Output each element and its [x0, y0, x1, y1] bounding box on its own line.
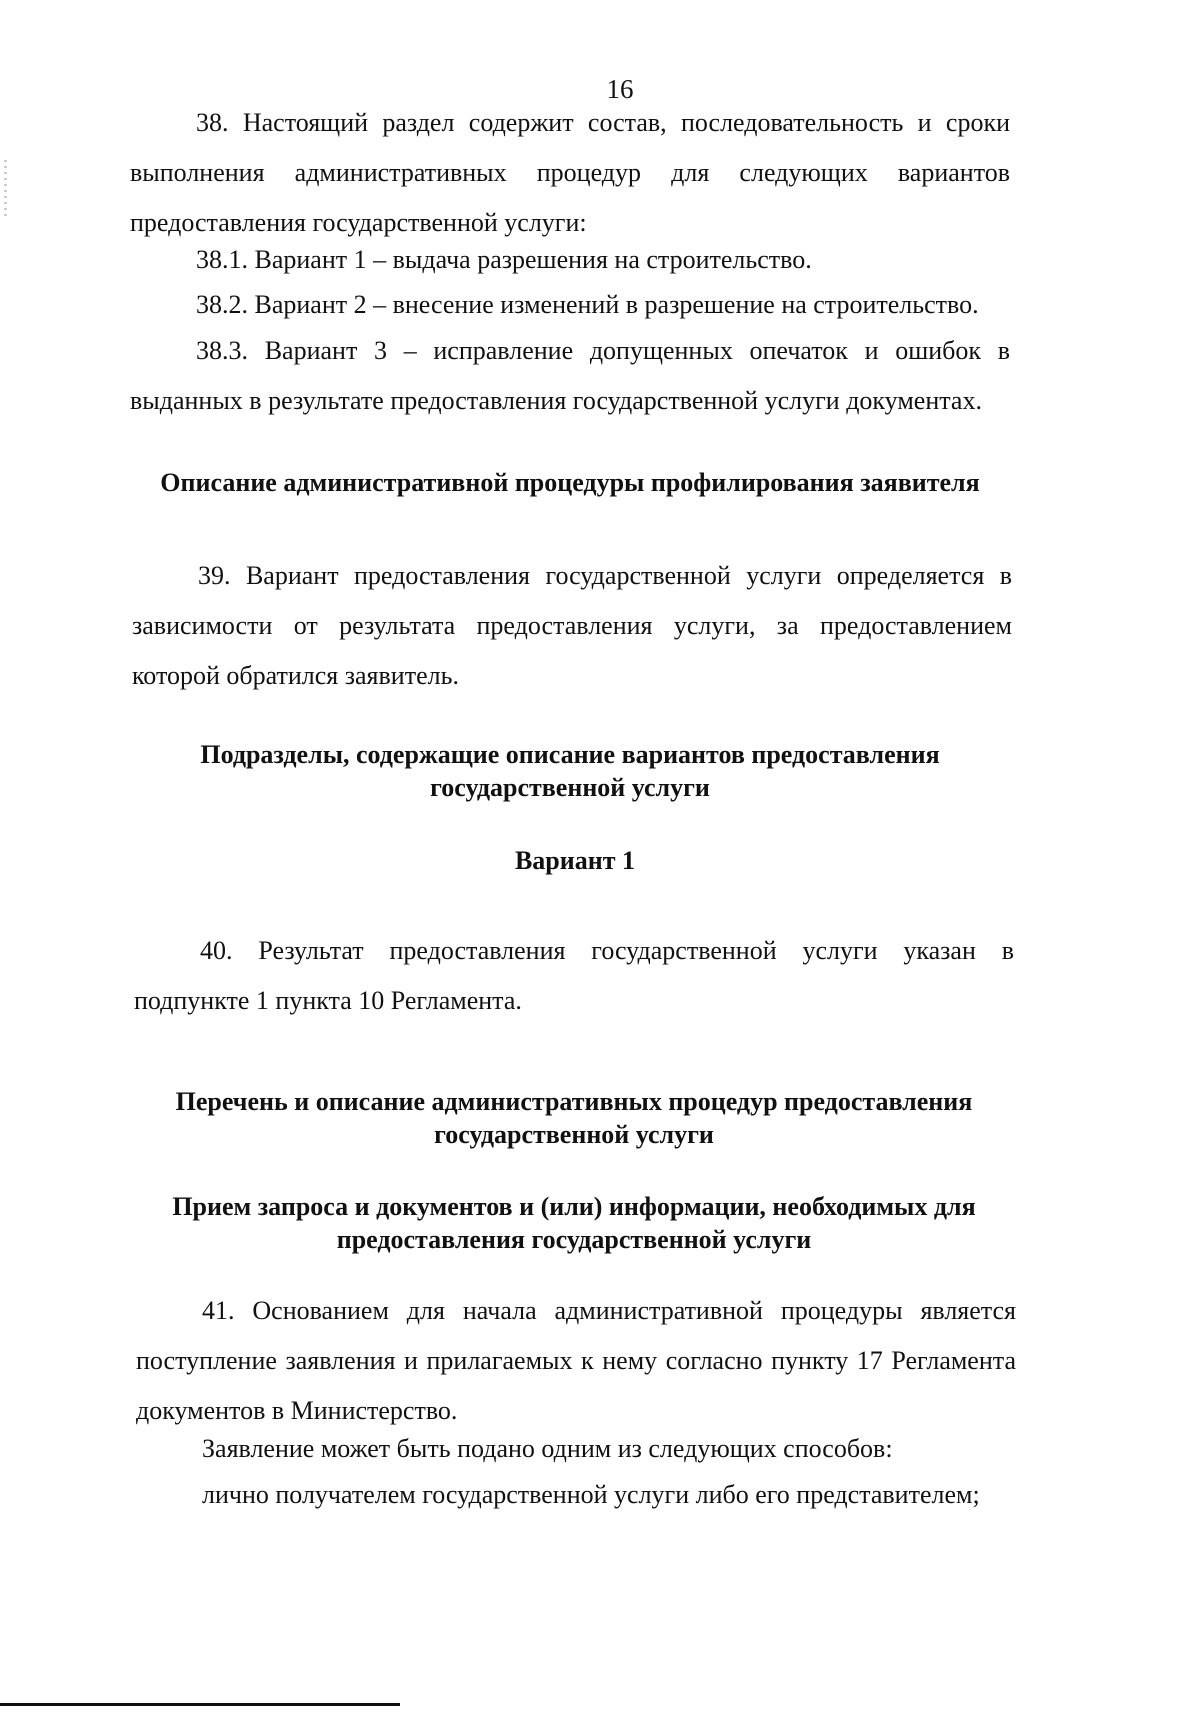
heading-subsections-line2: государственной услуги [430, 773, 710, 802]
paragraph-38-2: 38.2. Вариант 2 – внесение изменений в разрешение на строительство. [196, 290, 979, 319]
heading-procedures-list [134, 1085, 1014, 1151]
paragraph-41: 41. Основанием для начала административной процедуры является поступление заявления и прилагаемых к нему согласно пункту 17 Регламента документов в Министерство. [136, 1296, 1016, 1425]
heading-procedures-list-line1: Перечень и описание административных процедур предоставления [175, 1087, 973, 1116]
heading-reception [134, 1190, 1014, 1256]
heading-reception-line1: Прием запроса и документов и (или) информации, необходимых для [172, 1192, 976, 1221]
bottom-rule [0, 1703, 400, 1706]
paragraph-38: 38. Настоящий раздел содержит состав, последовательность и сроки выполнения административных процедур для следующих вариантов предоставления государственной услуги: [130, 108, 1010, 237]
paragraph-ways-intro: Заявление может быть подано одним из следующих способов: [202, 1434, 893, 1463]
paragraph-39: 39. Вариант предоставления государственной услуги определяется в зависимости от результата предоставления услуги, за предоставлением которой обратился заявитель. [132, 561, 1012, 690]
paragraph-40: 40. Результат предоставления государственной услуги указан в подпункте 1 пункта 10 Регламента. [134, 936, 1014, 1015]
paragraph-38-3: 38.3. Вариант 3 – исправление допущенных опечаток и ошибок в выданных в результате предоставления государственной услуги документах. [130, 336, 1010, 415]
heading-subsections-line1: Подразделы, содержащие описание вариантов предоставления [200, 740, 940, 769]
scan-artifact [4, 160, 7, 220]
heading-profiling: Описание административной процедуры профилирования заявителя [160, 468, 980, 497]
paragraph-38-1: 38.1. Вариант 1 – выдача разрешения на строительство. [196, 245, 812, 274]
paragraph-way-1: лично получателем государственной услуги либо его представителем; [202, 1480, 980, 1509]
heading-variant-1: Вариант 1 [514, 846, 636, 875]
heading-subsections [130, 738, 1010, 804]
heading-procedures-list-line2: государственной услуги [434, 1120, 714, 1149]
heading-reception-line2: предоставления государственной услуги [336, 1225, 812, 1254]
page-number: 16 [606, 74, 634, 104]
